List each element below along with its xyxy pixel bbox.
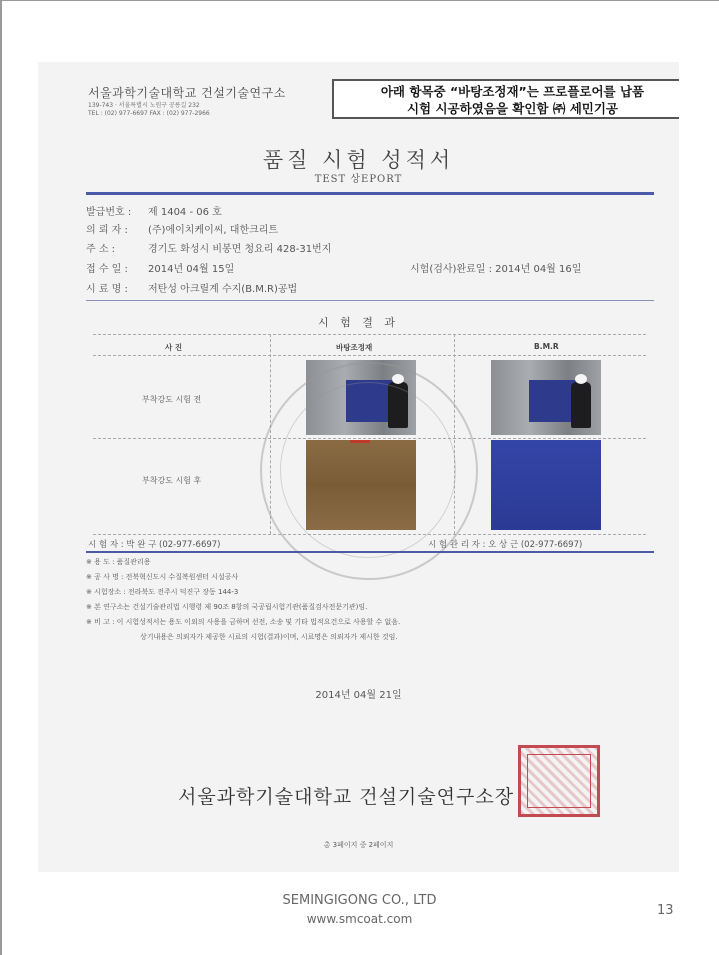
address-label: 주 소 : [86,244,116,255]
sample-value: 저탄성 아크릴계 수지(B.M.R)공법 [148,284,298,295]
client-row [86,221,278,236]
issue-number-value: 제 1404 - 06 호 [148,207,222,218]
note-purpose: ※ 용 도 : 품질관리용 [86,558,151,566]
sample-row [86,280,297,295]
slide-left-edge [0,0,2,955]
document-subtitle: TEST 상EPORT [314,174,403,185]
header-bmr: B.M.R [534,342,559,351]
footer-company: SEMINGIGONG CO., LTD [282,893,437,908]
info-rule [86,300,654,301]
note-remarks: ※ 비 고 : 이 시험성적서는 용도 이외의 사용을 금하며 선전, 소송 및 기타 법적요건으로 사용할 수 없음. [86,618,401,626]
footer-website: www.smcoat.com [306,912,413,926]
institute-contact [88,102,210,118]
note-project: ※ 공 사 명 : 전북혁신도시 수질복원센터 시설공사 [86,573,239,581]
results-bottom-rule [86,551,654,553]
worker-helmet [575,374,587,384]
scanned-certificate [38,62,679,872]
received-date-row [86,260,234,275]
official-seal-inner [527,754,591,808]
results-heading: 시 험 결 과 [318,316,399,329]
notice-line-1: 아래 항목중 “바탕조정재”는 프로플로어를 납품 [380,84,645,99]
table-header-rule [93,355,646,356]
address-row [86,240,331,255]
received-date-value: 2014년 04월 15일 [148,264,235,275]
photo-bmr-before [491,360,601,435]
institute-address: 139-743 · 서울특별시 노원구 공릉길 232 [88,102,200,109]
notice-line-2: 시험 시공하였음을 확인함 ㈜ 세민기공 [406,101,619,116]
issue-date: 2014년 04월 21일 [315,690,402,701]
page-of-total: 총 3페이지 중 2페이지 [323,841,394,849]
header-photo: 사 진 [165,343,183,352]
institute-tel-fax: TEL : (02) 977-6697 FAX : (02) 977-2966 [88,110,210,117]
note-remarks-cont: 상기내용은 의뢰자가 제공한 시료의 시험(결과)이며, 시료명은 의뢰자가 제시한 것임. [140,633,398,641]
header-base-adjuster: 바탕조정재 [336,343,373,352]
confirmation-notice-box [332,79,679,119]
issue-number-row [86,203,222,218]
sample-label: 시 료 명 : [86,284,128,295]
issue-number-label: 발급번호 : [86,207,132,218]
completed-date-row [410,260,581,275]
official-seal [518,745,600,817]
worker-figure [571,382,591,428]
note-institute-status: ※ 본 연구소는 건설기술관리법 시행령 제 90조 8항의 국공립시험기관(품질검사전문기관)임. [86,603,368,611]
stamp-inner-ring [280,382,456,558]
row-label-before-test: 부착강도 시험 전 [142,395,202,404]
client-value: (주)에이치케이씨, 대한크리트 [148,225,279,236]
received-date-label: 접 수 일 : [86,264,128,275]
row-label-after-test: 부착강도 시험 후 [142,476,202,485]
photo-bmr-after [491,440,601,530]
table-top-rule [93,334,646,335]
slide-top-edge [0,0,719,1]
institute-name: 서울과학기술대학교 건설기술연구소 [88,86,286,100]
signatory: 서울과학기술대학교 건설기술연구소장 [178,786,515,808]
note-location: ※ 시험장소 : 전라북도 전주시 덕진구 장동 144-3 [86,588,239,596]
header-rule [86,192,654,195]
completed-date-label: 시험(검사)완료일 : [410,264,492,275]
completed-date-value: 2014년 04월 16일 [495,264,582,275]
client-label: 의 뢰 자 : [86,225,128,236]
tester-info: 시 험 자 : 박 완 구 (02-977-6697) [88,540,221,550]
manager-info: 시 험 관 리 자 : 오 상 근 (02-977-6697) [428,540,583,550]
address-value: 경기도 화성시 비봉면 청요리 428-31번지 [148,244,332,255]
document-title: 품질 시험 성적서 [262,148,455,172]
slide-page-number: 13 [657,903,674,918]
